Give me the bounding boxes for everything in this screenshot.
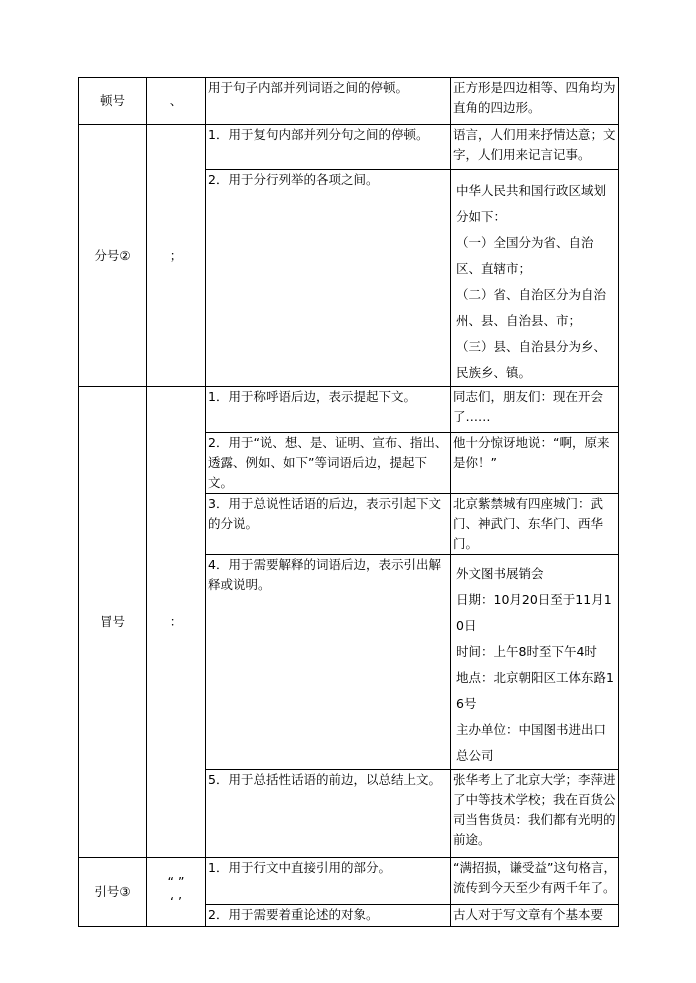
mark-symbol-maohao: ： xyxy=(147,387,206,858)
example-cell xyxy=(451,555,619,770)
example-cell: 语言，人们用来抒情达意；文字，人们用来记言记事。 xyxy=(451,125,619,170)
usage-cell: 4．用于需要解释的词语后边，表示引出解释或说明。 xyxy=(206,555,451,770)
mark-name-fenhao: 分号② xyxy=(79,125,147,387)
example-cell: 张华考上了北京大学；李萍进了中等技术学校；我在百货公司当售货员：我们都有光明的前途。 xyxy=(451,770,619,858)
usage-cell: 2．用于分行列举的各项之间。 xyxy=(206,170,451,387)
example-cell: 北京紫禁城有四座城门：武门、神武门、东华门、西华门。 xyxy=(451,494,619,555)
mark-name-dunhao: 顿号 xyxy=(79,78,147,125)
table-row xyxy=(79,78,619,125)
example-cell: 古人对于写文章有个基本要 xyxy=(451,905,619,927)
example-line: 中华人民共和国行政区域划分如下： xyxy=(456,183,607,224)
table-row xyxy=(79,858,619,905)
example-line: （一）全国分为省、自治区、直辖市； xyxy=(456,235,594,276)
example-cell: 同志们，朋友们：现在开会了…… xyxy=(451,387,619,433)
usage-cell: 用于句子内部并列词语之间的停顿。 xyxy=(206,78,451,125)
example-cell: 他十分惊讶地说：“啊，原来是你！” xyxy=(451,433,619,494)
mark-name-maohao: 冒号 xyxy=(79,387,147,858)
punctuation-table xyxy=(78,77,619,927)
example-line: 时间：上午8时至下午4时 xyxy=(456,644,597,659)
usage-cell: 1．用于复句内部并列分句之间的停顿。 xyxy=(206,125,451,170)
example-cell: “满招损，谦受益”这句格言，流传到今天至少有两千年了。 xyxy=(451,858,619,905)
usage-cell: 1．用于行文中直接引用的部分。 xyxy=(206,858,451,905)
example-line: （二）省、自治区分为自治州、县、自治县、市； xyxy=(456,287,607,328)
example-line: 外文图书展销会 xyxy=(456,566,544,581)
usage-cell: 5．用于总括性话语的前边，以总结上文。 xyxy=(206,770,451,858)
mark-symbol-yinhao xyxy=(147,858,206,927)
mark-name-yinhao: 引号③ xyxy=(79,858,147,927)
example-line: 主办单位：中国图书进出口总公司 xyxy=(456,722,607,763)
example-cell: 正方形是四边相等、四角均为直角的四边形。 xyxy=(451,78,619,125)
single-quote-symbol: ‘ ’ xyxy=(170,894,182,909)
usage-cell: 2．用于“说、想、是、证明、宣布、指出、透露、例如、如下”等词语后边，提起下文。 xyxy=(206,433,451,494)
usage-cell: 1．用于称呼语后边，表示提起下文。 xyxy=(206,387,451,433)
example-line: 日期：10月20日至于11月10日 xyxy=(456,592,612,633)
example-cell xyxy=(451,170,619,387)
table-row xyxy=(79,387,619,433)
double-quote-symbol: “ ” xyxy=(167,874,185,889)
mark-symbol-dunhao: 、 xyxy=(147,78,206,125)
example-line: （三）县、自治县分为乡、民族乡、镇。 xyxy=(456,339,607,380)
usage-cell: 2．用于需要着重论述的对象。 xyxy=(206,905,451,927)
usage-cell: 3．用于总说性话语的后边，表示引起下文的分说。 xyxy=(206,494,451,555)
table-row xyxy=(79,125,619,170)
example-line: 地点：北京朝阳区工体东路16号 xyxy=(456,670,614,711)
mark-symbol-fenhao: ； xyxy=(147,125,206,387)
